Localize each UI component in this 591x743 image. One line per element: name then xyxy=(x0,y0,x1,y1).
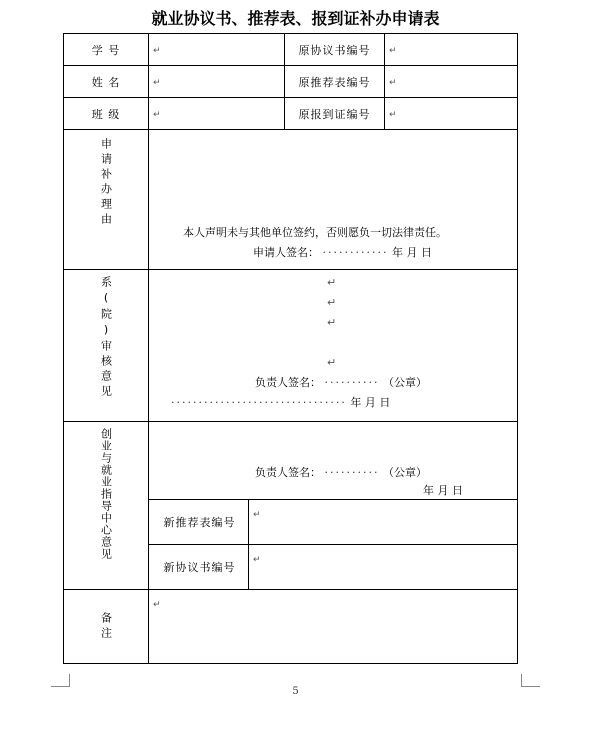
signature-dots: ············ xyxy=(322,246,389,259)
field-center-opinion[interactable] xyxy=(149,422,518,500)
page-number: 5 xyxy=(292,686,299,697)
field-new-recommend-no[interactable]: ↵ xyxy=(249,500,518,545)
field-orig-recommend-no[interactable]: ↵ xyxy=(385,66,518,98)
label-new-agreement-no: 新协议书编号 xyxy=(149,545,249,590)
signature-dots: ·········· xyxy=(324,376,380,389)
field-reason[interactable] xyxy=(149,130,518,270)
field-remarks[interactable]: ↵ xyxy=(149,590,518,664)
para-mark: ↵ xyxy=(327,296,337,309)
para-mark: ↵ xyxy=(327,316,337,329)
center-seal-label: （公章） xyxy=(382,466,427,479)
form-title: 就业协议书、推荐表、报到证补办申请表 xyxy=(151,9,440,28)
signature-dots: ·········· xyxy=(324,466,380,479)
center-date: 年 月 日 xyxy=(423,484,463,497)
label-name: 姓 名 xyxy=(64,66,149,98)
field-class[interactable]: ↵ xyxy=(149,98,285,130)
field-orig-agreement-no[interactable]: ↵ xyxy=(385,34,518,66)
para-mark: ↵ xyxy=(327,276,337,289)
label-orig-agreement-no: 原协议书编号 xyxy=(285,34,385,66)
row-student-id xyxy=(64,34,518,66)
label-center-opinion: 创业与就业指导中心意见 xyxy=(99,428,113,560)
label-reason: 申请补办理由 xyxy=(99,138,113,228)
row-center-opinion xyxy=(64,422,518,500)
declaration-text: 本人声明未与其他单位签约，否则愿负一切法律责任。 xyxy=(183,226,447,239)
field-student-id[interactable]: ↵ xyxy=(149,34,285,66)
dept-date: 年 月 日 xyxy=(350,396,391,409)
label-orig-report-no: 原报到证编号 xyxy=(285,98,385,130)
dept-signature-label: 负责人签名： xyxy=(255,376,321,389)
label-remarks: 备注 xyxy=(99,611,113,642)
label-dept-opinion: 系(院)审核意见 xyxy=(99,276,113,400)
row-name xyxy=(64,66,518,98)
applicant-date: 年 月 日 xyxy=(391,246,432,259)
row-remarks xyxy=(64,590,518,664)
row-reason xyxy=(64,130,518,270)
para-mark: ↵ xyxy=(327,356,337,369)
field-dept-opinion[interactable] xyxy=(149,270,518,422)
dept-seal-label: （公章） xyxy=(382,376,427,389)
center-signature-label: 负责人签名： xyxy=(255,466,321,479)
field-name[interactable]: ↵ xyxy=(149,66,285,98)
row-dept-opinion xyxy=(64,270,518,422)
field-orig-report-no[interactable]: ↵ xyxy=(385,98,518,130)
label-orig-recommend-no: 原推荐表编号 xyxy=(285,66,385,98)
label-class: 班 级 xyxy=(64,98,149,130)
label-student-id: 学 号 xyxy=(64,34,149,66)
applicant-signature-label: 申请人签名： xyxy=(253,246,319,259)
label-new-recommend-no: 新推荐表编号 xyxy=(149,500,249,545)
field-new-agreement-no[interactable]: ↵ xyxy=(249,545,518,590)
date-dots: ································ xyxy=(171,396,347,409)
application-form-table xyxy=(63,33,518,664)
row-class xyxy=(64,98,518,130)
